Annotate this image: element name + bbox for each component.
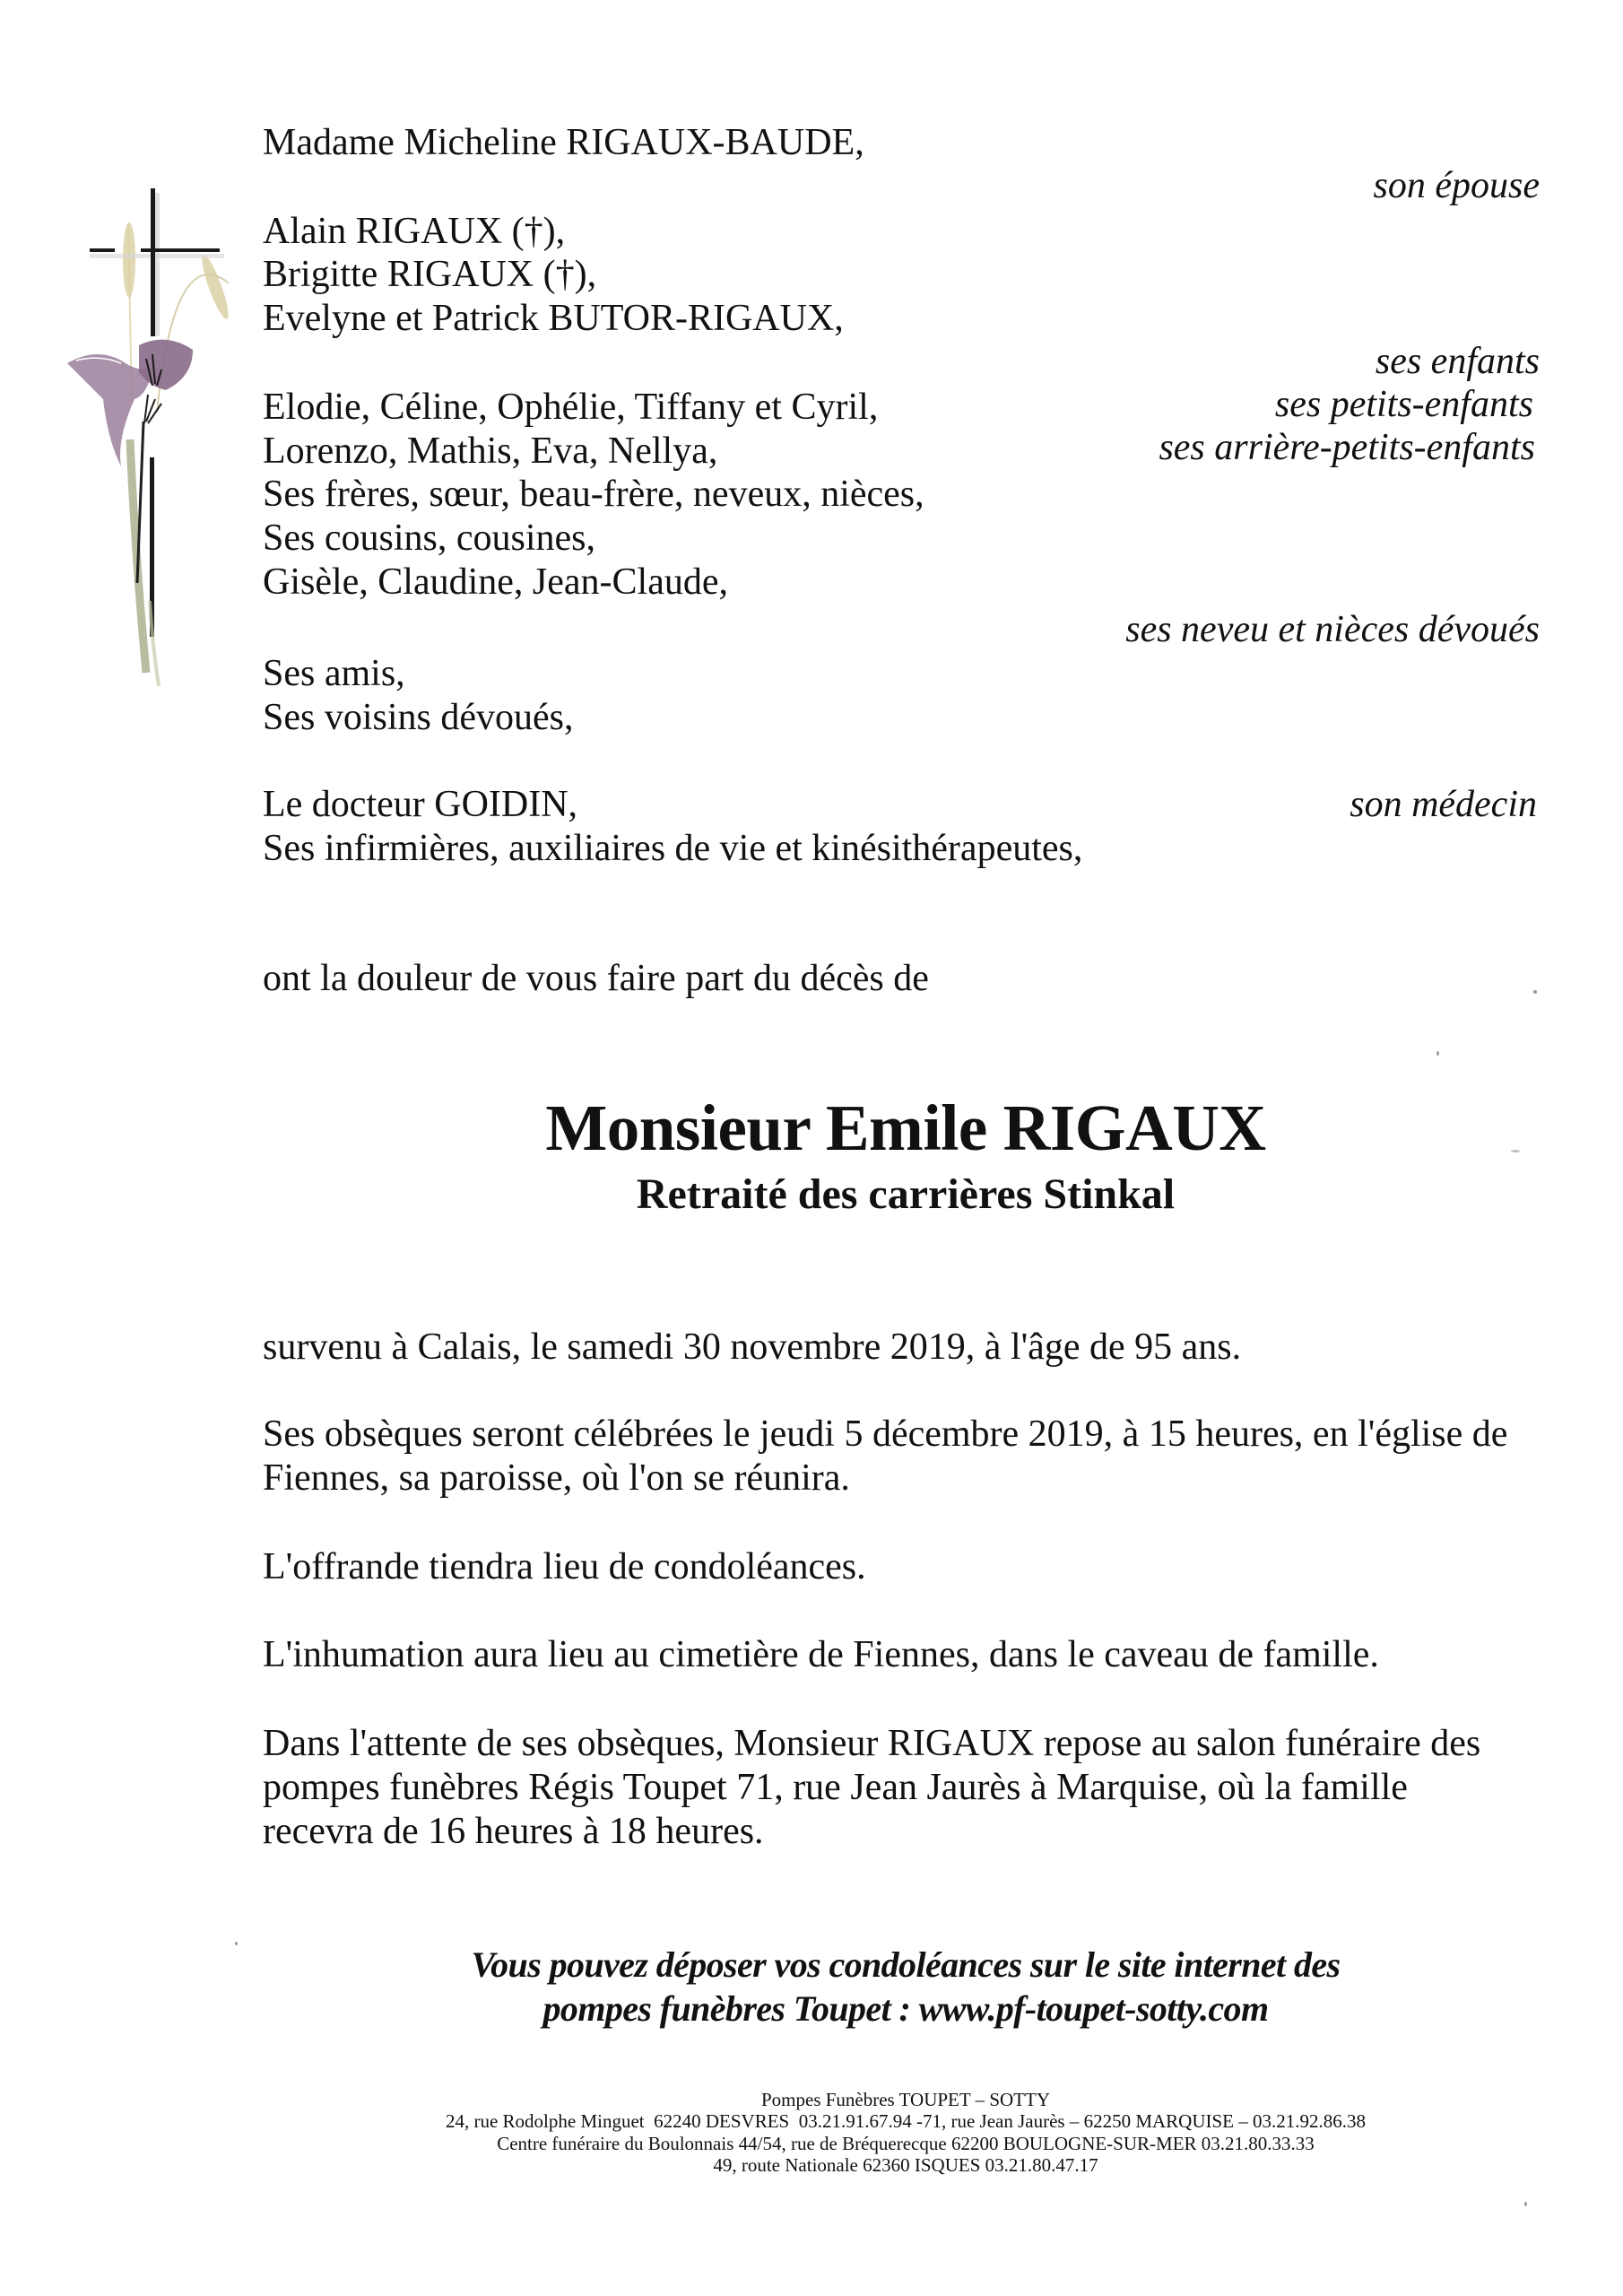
detail-line: survenu à Calais, le samedi 30 novembre 2019, à l'âge de 95 ans. (263, 1326, 1242, 1368)
family-line: Gisèle, Claudine, Jean-Claude, (263, 561, 729, 603)
family-line: Brigitte RIGAUX (†), (263, 254, 597, 295)
detail-line: Dans l'attente de ses obsèques, Monsieur RIGAUX repose au salon funéraire des (263, 1723, 1481, 1764)
announcement-text: ont la douleur de vous faire part du décès de (263, 958, 929, 999)
detail-line: pompes funèbres Régis Toupet 71, rue Jean Jaurès à Marquise, où la famille (263, 1767, 1408, 1808)
family-line: Elodie, Céline, Ophélie, Tiffany et Cyril, (263, 387, 879, 428)
family-line: Ses amis, (263, 653, 405, 694)
relation-label: ses enfants (1375, 341, 1540, 382)
scan-speck (1524, 2202, 1527, 2206)
family-line: Le docteur GOIDIN, (263, 784, 578, 825)
footer-address: Centre funéraire du Boulonnais 44/54, rue de Bréquerecque 62200 BOULOGNE-SUR-MER 03.21.80.33.33 (497, 2133, 1315, 2154)
deceased-name: Monsieur Emile RIGAUX (545, 1091, 1266, 1164)
detail-line: L'offrande tiendra lieu de condoléances. (263, 1546, 866, 1587)
family-line: Ses infirmières, auxiliaires de vie et kinésithérapeutes, (263, 828, 1083, 869)
family-line: Ses frères, sœur, beau-frère, neveux, nièces, (263, 474, 924, 515)
deceased-occupation: Retraité des carrières Stinkal (636, 1170, 1176, 1218)
condolences-text: Vous pouvez déposer vos condoléances sur le site internet des (471, 1944, 1341, 1985)
condolences-website-link[interactable]: pompes funèbres Toupet : www.pf-toupet-sotty.com (542, 1988, 1269, 2029)
footer-company: Pompes Funèbres TOUPET – SOTTY (760, 2089, 1050, 2110)
cross-calla-lily-icon (49, 170, 229, 691)
stem-icon (130, 395, 161, 686)
scan-speck (1511, 1150, 1520, 1152)
relation-label: son médecin (1350, 784, 1537, 825)
detail-line: L'inhumation aura lieu au cimetière de Fiennes, dans le caveau de famille. (263, 1634, 1379, 1675)
scan-speck (1436, 1051, 1439, 1056)
detail-line: recevra de 16 heures à 18 heures. (263, 1811, 764, 1852)
detail-line: Ses obsèques seront célébrées le jeudi 5 décembre 2019, à 15 heures, en l'église de (263, 1413, 1508, 1455)
relation-label: ses neveu et nièces dévoués (1125, 609, 1540, 650)
family-line: Alain RIGAUX (†), (263, 211, 566, 252)
family-line: Evelyne et Patrick BUTOR-RIGAUX, (263, 298, 844, 339)
scan-speck (235, 1942, 238, 1945)
family-line: Madame Micheline RIGAUX-BAUDE, (263, 122, 864, 163)
detail-line: Fiennes, sa paroisse, où l'on se réunira. (263, 1457, 850, 1499)
footer-address: 49, route Nationale 62360 ISQUES 03.21.80.47.17 (713, 2154, 1098, 2176)
scan-speck (1533, 990, 1537, 994)
family-line: Ses cousins, cousines, (263, 517, 595, 559)
relation-label: son épouse (1373, 165, 1540, 206)
family-line: Lorenzo, Mathis, Eva, Nellya, (263, 430, 718, 472)
relation-label: ses petits-enfants (1274, 384, 1533, 425)
footer-address: 24, rue Rodolphe Minguet 62240 DESVRES 03.21.91.67.94 -71, rue Jean Jaurès – 62250 MARQUISE – 03.21.92.86.38 (445, 2110, 1367, 2132)
family-line: Ses voisins dévoués, (263, 697, 574, 738)
relation-label: ses arrière-petits-enfants (1159, 427, 1535, 468)
